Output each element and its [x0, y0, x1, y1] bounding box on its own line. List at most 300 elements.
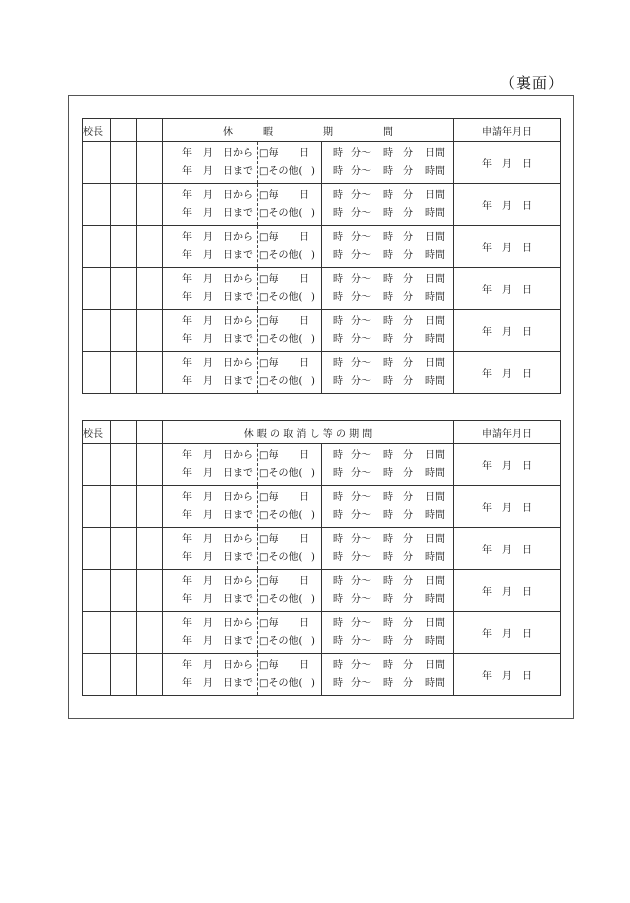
other-checkbox[interactable]: □その他( [259, 510, 303, 521]
approval-seal-cell[interactable] [111, 226, 137, 268]
year-label: 年 [182, 636, 192, 647]
dashed-divider [257, 444, 258, 485]
period-cell[interactable] [163, 268, 454, 310]
hour-label: 時 [333, 594, 343, 605]
minute-label: 分 [403, 636, 413, 647]
minute-label: 分 [403, 618, 413, 629]
principal-seal-cell[interactable] [83, 528, 111, 570]
principal-header: 校長 [83, 119, 111, 142]
approval-seal-cell[interactable] [137, 486, 163, 528]
application-date-cell[interactable] [454, 226, 561, 268]
period-cell[interactable] [163, 226, 454, 268]
approval-seal-cell[interactable] [111, 486, 137, 528]
table-row [83, 654, 561, 696]
minute-label: 分 [403, 678, 413, 689]
minute-from-label: 分〜 [351, 376, 371, 387]
hour-label: 時 [333, 148, 343, 159]
year-label: 年 [182, 334, 192, 345]
period-cell[interactable] [163, 352, 454, 394]
application-date-text: 年 月 日 [482, 629, 532, 640]
until-label: 日まで [223, 594, 253, 605]
hour-label: 時 [383, 274, 393, 285]
year-label: 年 [182, 190, 192, 201]
day-label: 日 [299, 534, 309, 545]
principal-seal-cell[interactable] [83, 310, 111, 352]
days-label: 日間 [425, 618, 445, 629]
from-label: 日から [223, 450, 253, 461]
application-date-cell[interactable] [454, 486, 561, 528]
approval-seal-cell[interactable] [137, 352, 163, 394]
hours-label: 時間 [425, 468, 445, 479]
other-checkbox[interactable]: □その他( [259, 594, 303, 605]
table-row [83, 352, 561, 394]
period-cell[interactable] [163, 654, 454, 696]
other-checkbox[interactable]: □その他( [259, 334, 303, 345]
application-date-cell[interactable] [454, 268, 561, 310]
hour-label: 時 [333, 250, 343, 261]
every-checkbox[interactable]: □毎 [259, 358, 279, 369]
period-cell[interactable] [163, 612, 454, 654]
days-label: 日間 [425, 492, 445, 503]
until-label: 日まで [223, 510, 253, 521]
application-date-text: 年 月 日 [482, 243, 532, 254]
hours-label: 時間 [425, 334, 445, 345]
minute-from-label: 分〜 [351, 594, 371, 605]
period-cell[interactable] [163, 142, 454, 184]
approval-seal-cell[interactable] [137, 444, 163, 486]
year-label: 年 [182, 358, 192, 369]
page-heading: （裏面） [500, 74, 565, 92]
dashed-divider [257, 226, 258, 267]
approval-seal-cell[interactable] [111, 528, 137, 570]
days-label: 日間 [425, 148, 445, 159]
paren-close: ) [311, 334, 315, 345]
year-label: 年 [182, 208, 192, 219]
application-date-text: 年 月 日 [482, 201, 532, 212]
column-divider [321, 268, 322, 309]
table-row [83, 268, 561, 310]
hour-label: 時 [333, 576, 343, 587]
year-label: 年 [182, 678, 192, 689]
other-checkbox[interactable]: □その他( [259, 208, 303, 219]
application-date-header: 申請年月日 [454, 421, 561, 444]
hours-label: 時間 [425, 678, 445, 689]
day-label: 日 [299, 660, 309, 671]
month-label: 月 [203, 190, 213, 201]
until-label: 日まで [223, 166, 253, 177]
year-label: 年 [182, 316, 192, 327]
application-date-text: 年 月 日 [482, 285, 532, 296]
from-label: 日から [223, 660, 253, 671]
year-label: 年 [182, 576, 192, 587]
paren-close: ) [311, 468, 315, 479]
day-label: 日 [299, 274, 309, 285]
hour-label: 時 [333, 316, 343, 327]
day-label: 日 [299, 316, 309, 327]
hour-label: 時 [383, 576, 393, 587]
hour-label: 時 [383, 660, 393, 671]
from-label: 日から [223, 148, 253, 159]
every-checkbox[interactable]: □毎 [259, 232, 279, 243]
minute-from-label: 分〜 [351, 292, 371, 303]
dashed-divider [257, 310, 258, 351]
table-row [83, 528, 561, 570]
approval-seal-cell[interactable] [111, 184, 137, 226]
leave-period-table [82, 118, 561, 394]
hours-label: 時間 [425, 376, 445, 387]
principal-seal-cell[interactable] [83, 570, 111, 612]
approval-seal-cell[interactable] [137, 528, 163, 570]
every-checkbox[interactable]: □毎 [259, 534, 279, 545]
day-label: 日 [299, 492, 309, 503]
month-label: 月 [203, 358, 213, 369]
minute-label: 分 [403, 594, 413, 605]
month-label: 月 [203, 292, 213, 303]
period-cell[interactable] [163, 570, 454, 612]
application-date-cell[interactable] [454, 570, 561, 612]
application-date-text: 年 月 日 [482, 503, 532, 514]
approval-seal-cell[interactable] [137, 310, 163, 352]
approval-cell-empty [111, 421, 137, 444]
from-label: 日から [223, 316, 253, 327]
approval-seal-cell[interactable] [137, 184, 163, 226]
hour-label: 時 [333, 334, 343, 345]
cancellation-period-title: 休 暇 の 取 消 し 等 の 期 間 [243, 428, 373, 440]
month-label: 月 [203, 636, 213, 647]
other-checkbox[interactable]: □その他( [259, 376, 303, 387]
minute-from-label: 分〜 [351, 618, 371, 629]
year-label: 年 [182, 250, 192, 261]
period-cell[interactable] [163, 528, 454, 570]
approval-seal-cell[interactable] [137, 612, 163, 654]
month-label: 月 [203, 450, 213, 461]
column-divider [321, 444, 322, 485]
year-label: 年 [182, 232, 192, 243]
minute-from-label: 分〜 [351, 316, 371, 327]
minute-from-label: 分〜 [351, 510, 371, 521]
month-label: 月 [203, 232, 213, 243]
application-date-cell[interactable] [454, 612, 561, 654]
day-label: 日 [299, 450, 309, 461]
hour-label: 時 [333, 636, 343, 647]
until-label: 日まで [223, 678, 253, 689]
year-label: 年 [182, 618, 192, 629]
days-label: 日間 [425, 534, 445, 545]
paren-close: ) [311, 636, 315, 647]
every-checkbox[interactable]: □毎 [259, 618, 279, 629]
minute-label: 分 [403, 552, 413, 563]
minute-from-label: 分〜 [351, 334, 371, 345]
minute-from-label: 分〜 [351, 534, 371, 545]
approval-seal-cell[interactable] [111, 612, 137, 654]
month-label: 月 [203, 166, 213, 177]
approval-seal-cell[interactable] [137, 142, 163, 184]
hour-label: 時 [383, 492, 393, 503]
until-label: 日まで [223, 552, 253, 563]
hour-label: 時 [333, 208, 343, 219]
paren-close: ) [311, 166, 315, 177]
every-checkbox[interactable]: □毎 [259, 660, 279, 671]
other-checkbox[interactable]: □その他( [259, 166, 303, 177]
month-label: 月 [203, 316, 213, 327]
hour-label: 時 [333, 358, 343, 369]
principal-seal-cell[interactable] [83, 486, 111, 528]
approval-seal-cell[interactable] [111, 570, 137, 612]
cancellation-period-header [163, 421, 454, 444]
application-date-cell[interactable] [454, 352, 561, 394]
day-label: 日 [299, 232, 309, 243]
principal-seal-cell[interactable] [83, 226, 111, 268]
days-label: 日間 [425, 316, 445, 327]
hour-label: 時 [383, 190, 393, 201]
principal-seal-cell[interactable] [83, 654, 111, 696]
table-row [83, 226, 561, 268]
until-label: 日まで [223, 468, 253, 479]
hour-label: 時 [333, 274, 343, 285]
application-date-text: 年 月 日 [482, 159, 532, 170]
year-label: 年 [182, 594, 192, 605]
dashed-divider [257, 612, 258, 653]
minute-label: 分 [403, 208, 413, 219]
minute-from-label: 分〜 [351, 660, 371, 671]
month-label: 月 [203, 334, 213, 345]
dashed-divider [257, 654, 258, 695]
month-label: 月 [203, 376, 213, 387]
minute-label: 分 [403, 166, 413, 177]
application-date-cell[interactable] [454, 310, 561, 352]
application-date-header: 申請年月日 [454, 119, 561, 142]
hours-label: 時間 [425, 166, 445, 177]
approval-seal-cell[interactable] [111, 310, 137, 352]
month-label: 月 [203, 594, 213, 605]
until-label: 日まで [223, 208, 253, 219]
minute-label: 分 [403, 450, 413, 461]
period-cell[interactable] [163, 310, 454, 352]
year-label: 年 [182, 534, 192, 545]
days-label: 日間 [425, 358, 445, 369]
application-date-cell[interactable] [454, 528, 561, 570]
every-checkbox[interactable]: □毎 [259, 492, 279, 503]
approval-seal-cell[interactable] [111, 444, 137, 486]
leave-period-header [163, 119, 454, 142]
hour-label: 時 [333, 552, 343, 563]
principal-seal-cell[interactable] [83, 142, 111, 184]
other-checkbox[interactable]: □その他( [259, 636, 303, 647]
approval-cell-empty [111, 119, 137, 142]
month-label: 月 [203, 250, 213, 261]
month-label: 月 [203, 492, 213, 503]
from-label: 日から [223, 232, 253, 243]
paren-close: ) [311, 376, 315, 387]
hour-label: 時 [383, 292, 393, 303]
until-label: 日まで [223, 334, 253, 345]
minute-from-label: 分〜 [351, 274, 371, 285]
hour-label: 時 [333, 678, 343, 689]
leave-period-title: 休 暇 期 間 [223, 126, 393, 138]
month-label: 月 [203, 660, 213, 671]
approval-seal-cell[interactable] [111, 142, 137, 184]
period-cell[interactable] [163, 184, 454, 226]
minute-from-label: 分〜 [351, 250, 371, 261]
hours-label: 時間 [425, 636, 445, 647]
hours-label: 時間 [425, 552, 445, 563]
approval-seal-cell[interactable] [111, 654, 137, 696]
application-date-text: 年 月 日 [482, 671, 532, 682]
every-checkbox[interactable]: □毎 [259, 316, 279, 327]
hour-label: 時 [383, 208, 393, 219]
hour-label: 時 [383, 510, 393, 521]
month-label: 月 [203, 510, 213, 521]
every-checkbox[interactable]: □毎 [259, 148, 279, 159]
approval-seal-cell[interactable] [111, 268, 137, 310]
from-label: 日から [223, 618, 253, 629]
hour-label: 時 [333, 468, 343, 479]
from-label: 日から [223, 190, 253, 201]
approval-seal-cell[interactable] [111, 352, 137, 394]
column-divider [321, 528, 322, 569]
hour-label: 時 [333, 660, 343, 671]
month-label: 月 [203, 552, 213, 563]
hour-label: 時 [383, 166, 393, 177]
month-label: 月 [203, 274, 213, 285]
paren-close: ) [311, 594, 315, 605]
minute-from-label: 分〜 [351, 450, 371, 461]
principal-seal-cell[interactable] [83, 268, 111, 310]
paren-close: ) [311, 292, 315, 303]
approval-seal-cell[interactable] [137, 570, 163, 612]
dashed-divider [257, 570, 258, 611]
minute-label: 分 [403, 316, 413, 327]
month-label: 月 [203, 576, 213, 587]
minute-label: 分 [403, 510, 413, 521]
paren-close: ) [311, 678, 315, 689]
approval-cell-empty [137, 421, 163, 444]
period-cell[interactable] [163, 486, 454, 528]
paren-close: ) [311, 208, 315, 219]
application-date-cell[interactable] [454, 184, 561, 226]
dashed-divider [257, 486, 258, 527]
paren-close: ) [311, 552, 315, 563]
minute-from-label: 分〜 [351, 148, 371, 159]
principal-seal-cell[interactable] [83, 352, 111, 394]
every-checkbox[interactable]: □毎 [259, 190, 279, 201]
minute-label: 分 [403, 292, 413, 303]
table-row [83, 310, 561, 352]
approval-seal-cell[interactable] [137, 654, 163, 696]
hours-label: 時間 [425, 250, 445, 261]
hour-label: 時 [383, 334, 393, 345]
application-date-cell[interactable] [454, 654, 561, 696]
year-label: 年 [182, 376, 192, 387]
hour-label: 時 [383, 618, 393, 629]
other-checkbox[interactable]: □その他( [259, 552, 303, 563]
hour-label: 時 [383, 552, 393, 563]
principal-seal-cell[interactable] [83, 444, 111, 486]
days-label: 日間 [425, 274, 445, 285]
table-row [83, 612, 561, 654]
days-label: 日間 [425, 450, 445, 461]
hour-label: 時 [383, 232, 393, 243]
application-date-cell[interactable] [454, 142, 561, 184]
application-date-cell[interactable] [454, 444, 561, 486]
minute-from-label: 分〜 [351, 468, 371, 479]
application-date-text: 年 月 日 [482, 369, 532, 380]
other-checkbox[interactable]: □その他( [259, 468, 303, 479]
year-label: 年 [182, 148, 192, 159]
hour-label: 時 [333, 376, 343, 387]
month-label: 月 [203, 468, 213, 479]
application-date-text: 年 月 日 [482, 461, 532, 472]
until-label: 日まで [223, 292, 253, 303]
day-label: 日 [299, 618, 309, 629]
until-label: 日まで [223, 376, 253, 387]
minute-from-label: 分〜 [351, 358, 371, 369]
minute-from-label: 分〜 [351, 190, 371, 201]
hour-label: 時 [333, 492, 343, 503]
minute-from-label: 分〜 [351, 232, 371, 243]
dashed-divider [257, 268, 258, 309]
table-row [83, 142, 561, 184]
minute-label: 分 [403, 274, 413, 285]
day-label: 日 [299, 576, 309, 587]
hour-label: 時 [383, 358, 393, 369]
principal-header: 校長 [83, 421, 111, 444]
hour-label: 時 [333, 166, 343, 177]
minute-label: 分 [403, 468, 413, 479]
every-checkbox[interactable]: □毎 [259, 576, 279, 587]
year-label: 年 [182, 166, 192, 177]
approval-seal-cell[interactable] [137, 226, 163, 268]
period-cell[interactable] [163, 444, 454, 486]
from-label: 日から [223, 358, 253, 369]
every-checkbox[interactable]: □毎 [259, 274, 279, 285]
hours-label: 時間 [425, 208, 445, 219]
hour-label: 時 [383, 450, 393, 461]
application-date-text: 年 月 日 [482, 587, 532, 598]
until-label: 日まで [223, 250, 253, 261]
approval-seal-cell[interactable] [137, 268, 163, 310]
from-label: 日から [223, 534, 253, 545]
hour-label: 時 [383, 594, 393, 605]
year-label: 年 [182, 292, 192, 303]
column-divider [321, 142, 322, 183]
other-checkbox[interactable]: □その他( [259, 292, 303, 303]
every-checkbox[interactable]: □毎 [259, 450, 279, 461]
column-divider [321, 226, 322, 267]
month-label: 月 [203, 534, 213, 545]
year-label: 年 [182, 274, 192, 285]
hours-label: 時間 [425, 292, 445, 303]
other-checkbox[interactable]: □その他( [259, 678, 303, 689]
hours-label: 時間 [425, 594, 445, 605]
application-date-text: 年 月 日 [482, 545, 532, 556]
column-divider [321, 612, 322, 653]
application-date-text: 年 月 日 [482, 327, 532, 338]
from-label: 日から [223, 492, 253, 503]
column-divider [321, 184, 322, 225]
year-label: 年 [182, 510, 192, 521]
other-checkbox[interactable]: □その他( [259, 250, 303, 261]
month-label: 月 [203, 148, 213, 159]
principal-seal-cell[interactable] [83, 184, 111, 226]
minute-label: 分 [403, 190, 413, 201]
minute-label: 分 [403, 660, 413, 671]
minute-from-label: 分〜 [351, 678, 371, 689]
principal-seal-cell[interactable] [83, 612, 111, 654]
minute-label: 分 [403, 492, 413, 503]
column-divider [321, 310, 322, 351]
table-row [83, 184, 561, 226]
